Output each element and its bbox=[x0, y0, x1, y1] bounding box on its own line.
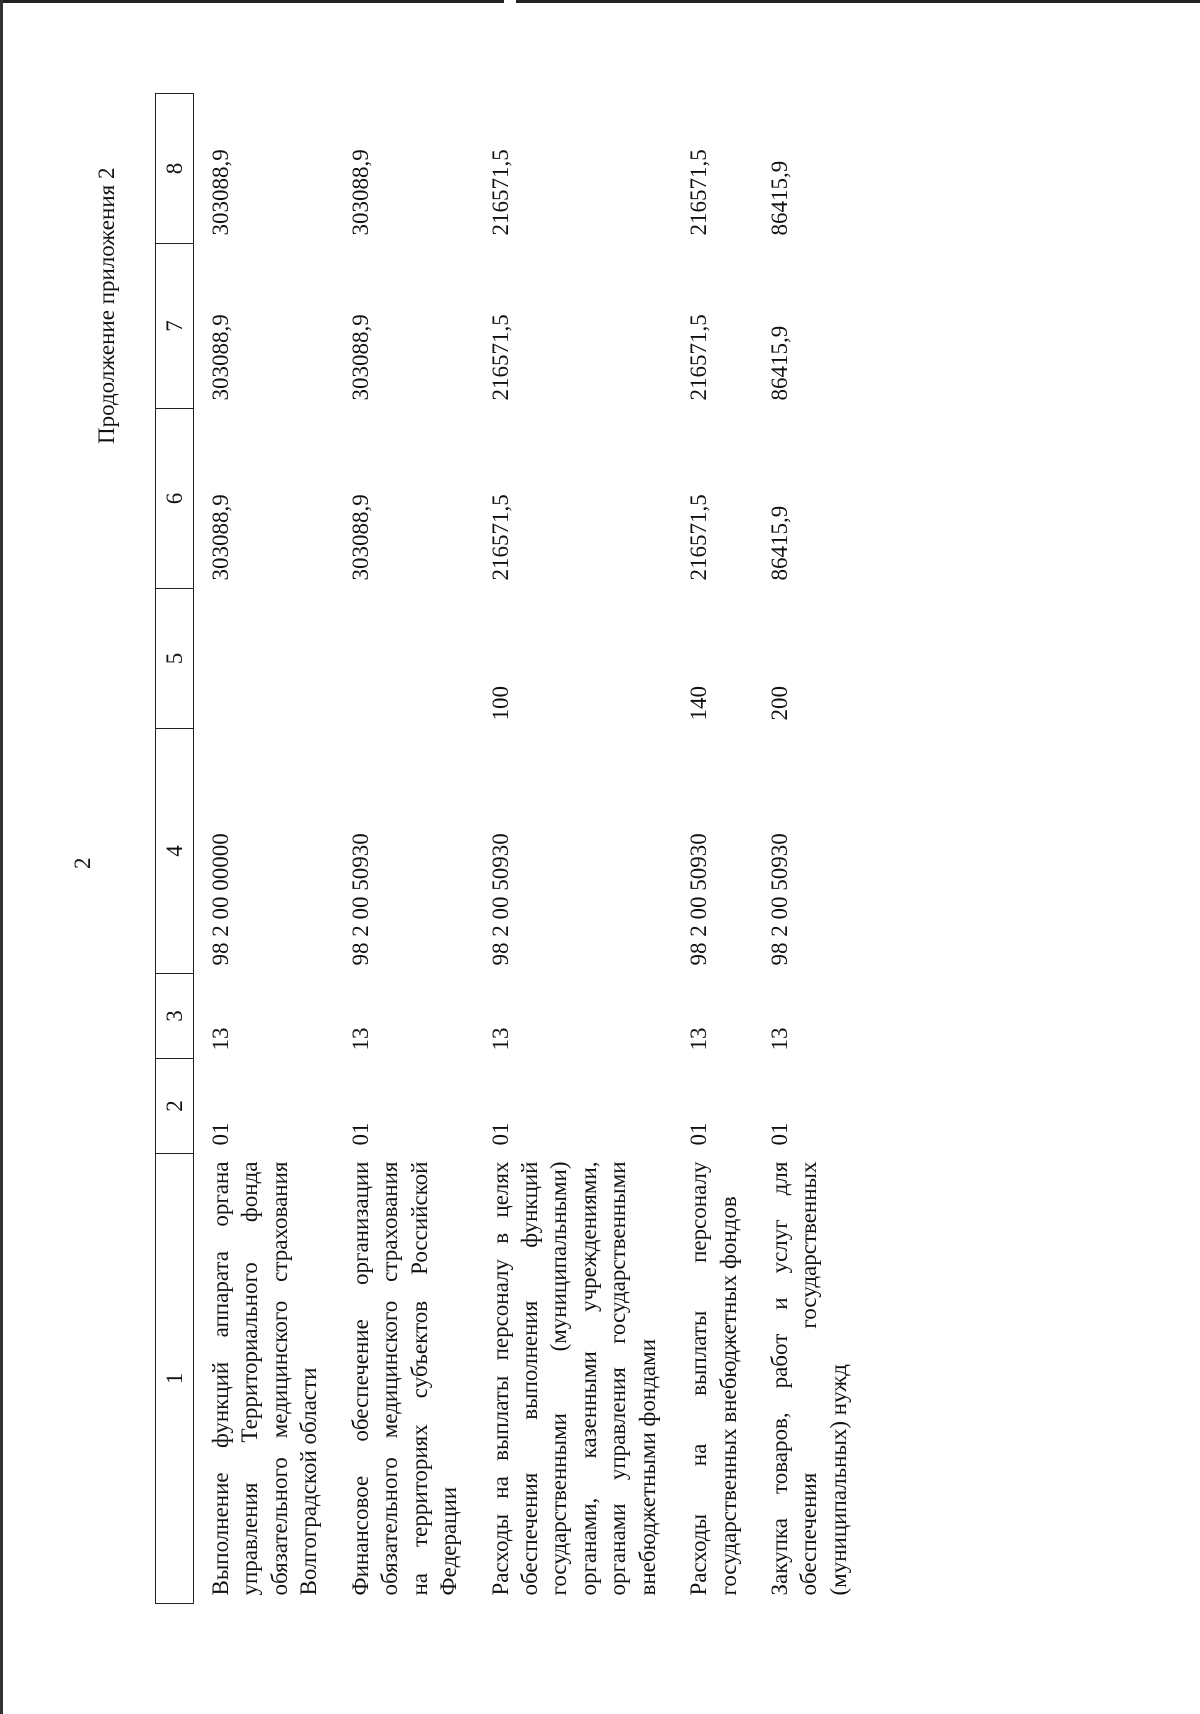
table-row bbox=[672, 94, 753, 1604]
row-amount-8: 303088,9 bbox=[208, 149, 233, 236]
table-header-row bbox=[156, 94, 194, 1604]
row-subsection: 13 bbox=[686, 1027, 712, 1051]
row-target-code: 98 2 00 50930 bbox=[487, 833, 513, 966]
row-amount-8: 216571,5 bbox=[686, 149, 712, 236]
row-description: Финансовое обеспечение организации обязательного медицинского страхования на территориях субъектов Российской Федерации bbox=[347, 1161, 462, 1596]
row-subsection: 13 bbox=[767, 1027, 792, 1051]
header-col-4: 4 bbox=[156, 729, 194, 974]
header-col-3: 3 bbox=[156, 974, 194, 1059]
row-target-code: 98 2 00 50930 bbox=[767, 833, 792, 966]
row-amount-8: 303088,9 bbox=[347, 149, 373, 236]
appendix-note: Продолжение приложения 2 bbox=[94, 167, 119, 444]
budget-table bbox=[155, 93, 863, 1604]
row-amount-8: 216571,5 bbox=[487, 149, 513, 236]
row-amount-6: 216571,5 bbox=[487, 494, 513, 581]
header-col-5: 5 bbox=[156, 589, 194, 729]
row-amount-7: 303088,9 bbox=[347, 314, 373, 401]
row-description: Расходы на выплаты персоналу государственных внебюджетных фондов bbox=[686, 1161, 741, 1596]
row-section: 01 bbox=[208, 1122, 233, 1146]
row-amount-6: 303088,9 bbox=[347, 494, 373, 581]
row-amount-8: 86415,9 bbox=[767, 160, 792, 236]
row-amount-6: 303088,9 bbox=[208, 494, 233, 581]
row-amount-7: 216571,5 bbox=[686, 314, 712, 401]
row-target-code: 98 2 00 50930 bbox=[686, 833, 712, 966]
row-section: 01 bbox=[347, 1122, 373, 1146]
row-section: 01 bbox=[767, 1122, 792, 1146]
header-col-8: 8 bbox=[156, 94, 194, 244]
table-row bbox=[194, 94, 334, 1604]
row-section: 01 bbox=[487, 1122, 513, 1146]
table-row bbox=[474, 94, 673, 1604]
header-col-2: 2 bbox=[156, 1059, 194, 1154]
row-amount-7: 86415,9 bbox=[767, 325, 792, 401]
row-expense-type bbox=[194, 589, 334, 729]
header-col-7: 7 bbox=[156, 244, 194, 409]
row-description: Закупка товаров, работ и услуг для обеспечения государственных (муниципальных) нужд bbox=[767, 1161, 851, 1596]
row-subsection: 13 bbox=[347, 1027, 373, 1051]
row-description: Расходы на выплаты персоналу в целях обеспечения выполнения функций государственными (муниципальными) органами, казенными учреждениями, органами управления государственными внебюджетными фондами bbox=[487, 1161, 660, 1596]
row-expense-type: 200 bbox=[767, 686, 792, 721]
row-expense-type: 100 bbox=[487, 686, 513, 721]
row-amount-6: 216571,5 bbox=[686, 494, 712, 581]
header-col-1: 1 bbox=[156, 1154, 194, 1604]
row-amount-7: 216571,5 bbox=[487, 314, 513, 401]
row-target-code: 98 2 00 00000 bbox=[208, 833, 233, 966]
table-row bbox=[334, 94, 474, 1604]
header-col-6: 6 bbox=[156, 409, 194, 589]
row-subsection: 13 bbox=[487, 1027, 513, 1051]
row-expense-type: 140 bbox=[686, 686, 712, 721]
row-amount-7: 303088,9 bbox=[208, 314, 233, 401]
row-subsection: 13 bbox=[208, 1027, 233, 1051]
row-section: 01 bbox=[686, 1122, 712, 1146]
row-target-code: 98 2 00 50930 bbox=[347, 833, 373, 966]
row-amount-6: 86415,9 bbox=[767, 505, 792, 581]
row-expense-type bbox=[334, 589, 474, 729]
row-description: Выполнение функций аппарата органа управления Территориального фонда обязательного медицинского страхования Волгоградской области bbox=[208, 1161, 322, 1596]
page-number: 2 bbox=[70, 857, 95, 869]
table-row bbox=[753, 94, 863, 1604]
